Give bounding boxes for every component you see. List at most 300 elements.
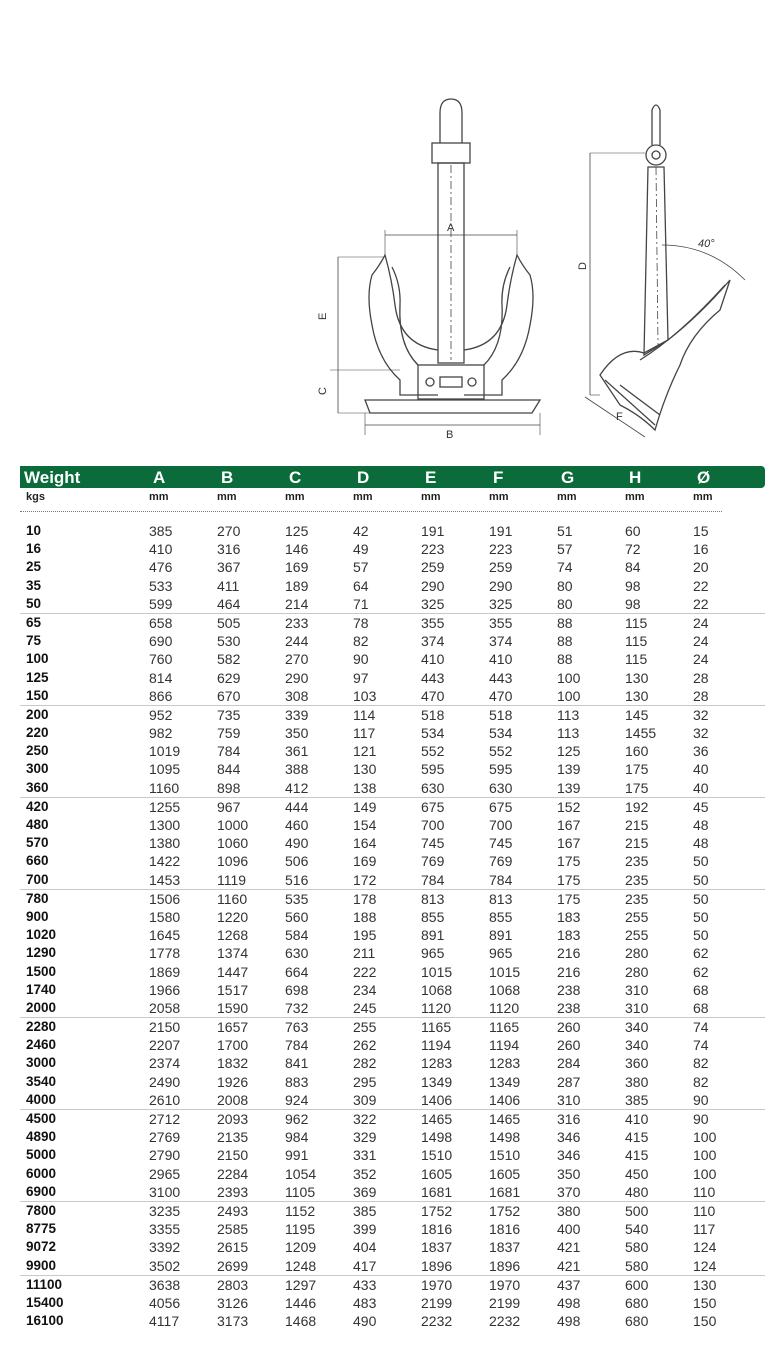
dim-label-a: A [447,222,455,234]
cell-h: 340 [625,1019,649,1036]
cell-a: 1160 [149,779,180,796]
cell-diameter: 68 [693,999,709,1016]
cell-weight: 420 [26,798,49,814]
cell-h: 235 [625,871,649,888]
cell-diameter: 130 [693,1276,717,1293]
table-row [20,889,765,908]
cell-f: 191 [489,523,513,539]
cell-weight: 6000 [26,1165,57,1181]
cell-f: 443 [489,669,513,686]
cell-diameter: 32 [693,725,709,742]
cell-d: 331 [353,1147,377,1164]
cell-c: 984 [285,1129,309,1146]
cell-weight: 10 [26,523,42,538]
cell-d: 211 [353,945,376,962]
cell-f: 630 [489,779,513,796]
cell-d: 245 [353,999,377,1016]
cell-c: 460 [285,817,309,833]
cell-c: 270 [285,651,309,668]
cell-e: 443 [421,669,445,686]
cell-b: 898 [217,779,241,796]
cell-weight: 250 [26,743,49,759]
cell-f: 2199 [489,1294,521,1311]
table-row [20,999,765,1017]
col-header-d: D [357,468,370,487]
cell-f: 259 [489,559,513,576]
table-row [20,687,765,705]
cell-g: 88 [557,614,573,631]
cell-d: 138 [353,779,377,796]
cell-a: 814 [149,669,173,686]
cell-h: 130 [625,687,649,704]
table-row [20,760,765,778]
cell-g: 421 [557,1239,581,1256]
cell-d: 82 [353,633,369,650]
cell-d: 417 [353,1257,377,1274]
cell-diameter: 48 [693,817,709,833]
cell-diameter: 24 [693,633,709,650]
cell-a: 2490 [149,1073,181,1090]
cell-h: 380 [625,1073,649,1090]
cell-b: 2585 [217,1221,249,1238]
cell-g: 51 [557,523,573,539]
table-row [20,779,765,797]
cell-c: 841 [285,1055,309,1072]
cell-h: 385 [625,1091,649,1108]
cell-weight: 25 [26,559,42,575]
cell-weight: 9072 [26,1239,57,1255]
cell-c: 784 [285,1037,309,1054]
cell-a: 2374 [149,1055,181,1072]
cell-diameter: 117 [693,1221,716,1238]
cell-g: 100 [557,687,581,704]
cell-e: 1349 [421,1073,453,1090]
cell-a: 2058 [149,999,181,1016]
cell-b: 1160 [217,890,248,907]
cell-f: 891 [489,927,513,944]
table-row [20,834,765,852]
cell-weight: 5000 [26,1147,57,1163]
cell-c: 924 [285,1091,309,1108]
cell-g: 421 [557,1257,581,1274]
cell-f: 223 [489,541,513,558]
cell-a: 476 [149,559,173,576]
cell-b: 2699 [217,1257,249,1274]
cell-d: 169 [353,853,377,870]
cell-d: 404 [353,1239,377,1256]
cell-diameter: 74 [693,1019,709,1036]
cell-b: 670 [217,687,241,704]
cell-e: 1681 [421,1183,453,1200]
side-shackle [652,105,660,145]
cell-a: 385 [149,523,173,539]
cell-b: 967 [217,798,241,815]
cell-h: 255 [625,927,649,944]
cell-a: 410 [149,541,173,558]
cell-d: 262 [353,1037,377,1054]
table-row [20,926,765,944]
cell-f: 410 [489,651,513,668]
cell-d: 78 [353,614,369,631]
table-row [20,1036,765,1054]
cell-e: 1406 [421,1091,453,1108]
cell-b: 411 [217,577,240,594]
cell-f: 769 [489,853,513,870]
cell-b: 582 [217,651,241,668]
cell-c: 1468 [285,1313,317,1330]
cell-a: 599 [149,595,173,612]
table-row [20,595,765,613]
cell-g: 57 [557,541,573,558]
cell-d: 490 [353,1313,377,1330]
cell-g: 139 [557,779,581,796]
cell-f: 813 [489,890,513,907]
cell-a: 1506 [149,890,181,907]
cell-f: 1120 [489,999,520,1016]
cell-h: 115 [625,651,648,668]
cell-g: 260 [557,1019,581,1036]
cell-b: 2284 [217,1165,249,1182]
cell-a: 658 [149,614,173,631]
cell-e: 1465 [421,1111,453,1127]
cell-h: 175 [625,761,649,778]
table-row [20,944,765,962]
table-row [20,963,765,981]
cell-d: 121 [353,743,377,760]
cell-e: 675 [421,798,445,815]
cell-h: 145 [625,706,649,723]
cell-h: 60 [625,523,641,539]
cell-c: 560 [285,908,309,925]
cell-diameter: 62 [693,963,709,980]
col-header-b: B [221,468,234,487]
cell-diameter: 45 [693,798,709,815]
front-base-plate [365,400,540,413]
cell-a: 1019 [149,743,181,760]
cell-c: 189 [285,577,309,594]
cell-diameter: 82 [693,1055,709,1072]
cell-d: 322 [353,1111,377,1127]
cell-e: 1605 [421,1165,453,1182]
cell-d: 114 [353,706,376,723]
cell-d: 295 [353,1073,377,1090]
cell-h: 280 [625,945,649,962]
cell-e: 784 [421,871,445,888]
cell-h: 540 [625,1221,649,1238]
cell-a: 2790 [149,1147,181,1164]
cell-weight: 125 [26,669,49,685]
cell-b: 784 [217,743,241,760]
cell-a: 533 [149,577,173,594]
front-right-fluke [464,255,533,395]
table-row [20,742,765,760]
cell-diameter: 50 [693,871,709,888]
cell-f: 745 [489,835,513,852]
cell-weight: 75 [26,633,42,649]
cell-b: 1000 [217,817,249,833]
cell-c: 146 [285,541,309,558]
cell-diameter: 110 [693,1183,716,1200]
front-left-fluke [369,255,438,395]
cell-diameter: 22 [693,595,709,612]
unit-g: mm [557,491,577,503]
cell-h: 415 [625,1129,649,1146]
cell-f: 518 [489,706,513,723]
cell-weight: 900 [26,908,49,924]
cell-diameter: 50 [693,908,709,925]
units-row [20,491,765,507]
cell-c: 1195 [285,1221,316,1238]
table-row [20,558,765,576]
cell-diameter: 32 [693,706,709,723]
cell-a: 2207 [149,1037,181,1054]
cell-e: 290 [421,577,445,594]
cell-e: 191 [421,523,445,539]
cell-b: 1060 [217,835,249,852]
cell-b: 2393 [217,1183,249,1200]
cell-e: 1015 [421,963,453,980]
cell-b: 1268 [217,927,249,944]
cell-e: 891 [421,927,445,944]
cell-d: 97 [353,669,369,686]
col-header-diameter: Ø [697,468,711,487]
cell-a: 4056 [149,1294,181,1311]
cell-f: 1283 [489,1055,521,1072]
cell-b: 2803 [217,1276,249,1293]
cell-weight: 11100 [26,1276,63,1292]
cell-d: 178 [353,890,377,907]
cell-weight: 660 [26,853,49,869]
table-row [20,613,765,632]
cell-weight: 2280 [26,1019,57,1035]
cell-e: 1970 [421,1276,453,1293]
cell-d: 255 [353,1019,377,1036]
cell-h: 215 [625,817,649,833]
cell-h: 1455 [625,725,657,742]
cell-weight: 780 [26,890,49,906]
cell-e: 1896 [421,1257,453,1274]
side-fluke [600,280,730,430]
cell-f: 290 [489,577,513,594]
table-row [20,852,765,870]
table-header [20,466,765,488]
cell-c: 125 [285,523,309,539]
cell-diameter: 100 [693,1129,717,1146]
cell-b: 316 [217,541,241,558]
table-row [20,797,765,816]
cell-f: 784 [489,871,513,888]
cell-h: 98 [625,595,641,612]
dim-label-angle: 40° [698,238,715,250]
cell-a: 1966 [149,981,181,998]
cell-diameter: 36 [693,743,709,760]
cell-e: 552 [421,743,445,760]
cell-diameter: 24 [693,651,709,668]
col-header-weight: Weight [24,468,81,487]
cell-g: 113 [557,725,580,742]
cell-a: 2150 [149,1019,181,1036]
cell-h: 115 [625,614,648,631]
cell-c: 584 [285,927,309,944]
unit-e: mm [421,491,441,503]
cell-g: 498 [557,1313,581,1330]
cell-f: 1605 [489,1165,521,1182]
cell-d: 154 [353,817,377,833]
cell-diameter: 124 [693,1257,717,1274]
table-row [20,1109,765,1128]
cell-h: 415 [625,1147,649,1164]
cell-f: 1837 [489,1239,521,1256]
cell-c: 1054 [285,1165,317,1182]
cell-c: 516 [285,871,309,888]
cell-h: 340 [625,1037,649,1054]
cell-b: 270 [217,523,241,539]
cell-b: 505 [217,614,241,631]
cell-b: 1220 [217,908,249,925]
table-row [20,1294,765,1312]
cell-f: 700 [489,817,513,833]
cell-h: 215 [625,835,649,852]
cell-e: 259 [421,559,445,576]
cell-diameter: 124 [693,1239,717,1256]
dim-label-b: B [446,429,454,441]
cell-f: 552 [489,743,513,760]
header-divider [20,511,722,512]
cell-weight: 700 [26,871,49,887]
cell-c: 490 [285,835,309,852]
cell-g: 152 [557,798,581,815]
table-row [20,1220,765,1238]
cell-d: 64 [353,577,369,594]
cell-f: 325 [489,595,513,612]
cell-c: 883 [285,1073,309,1090]
cell-e: 223 [421,541,445,558]
cell-a: 982 [149,725,173,742]
cell-d: 42 [353,523,369,539]
cell-c: 763 [285,1019,309,1036]
cell-c: 732 [285,999,309,1016]
cell-f: 1015 [489,963,521,980]
cell-b: 3173 [217,1313,249,1330]
cell-diameter: 100 [693,1147,717,1164]
cell-a: 690 [149,633,173,650]
cell-h: 192 [625,798,649,815]
cell-e: 1498 [421,1129,453,1146]
cell-h: 115 [625,633,648,650]
cell-f: 1681 [489,1183,521,1200]
cell-a: 1095 [149,761,181,778]
cell-weight: 360 [26,779,49,795]
cell-e: 1837 [421,1239,453,1256]
cell-b: 1926 [217,1073,249,1090]
cell-diameter: 40 [693,779,709,796]
cell-d: 385 [353,1202,377,1219]
cell-d: 234 [353,981,377,998]
table-row [20,705,765,724]
cell-weight: 9900 [26,1257,57,1273]
table-body [20,522,765,1330]
cell-g: 167 [557,835,581,852]
table-row [20,871,765,889]
cell-f: 470 [489,687,513,704]
cell-g: 216 [557,963,581,980]
table-row [20,816,765,834]
unit-weight: kgs [26,491,45,503]
cell-diameter: 62 [693,945,709,962]
cell-f: 1068 [489,981,521,998]
cell-c: 361 [285,743,309,760]
cell-f: 675 [489,798,513,815]
cell-f: 1896 [489,1257,521,1274]
cell-b: 367 [217,559,241,576]
cell-h: 600 [625,1276,649,1293]
cell-weight: 7800 [26,1202,57,1218]
cell-f: 1165 [489,1019,520,1036]
cell-h: 580 [625,1239,649,1256]
cell-c: 1209 [285,1239,317,1256]
cell-diameter: 40 [693,761,709,778]
cell-h: 130 [625,669,649,686]
cell-e: 595 [421,761,445,778]
cell-a: 3100 [149,1183,181,1200]
cell-diameter: 110 [693,1202,716,1219]
cell-diameter: 68 [693,981,709,998]
cell-weight: 65 [26,614,42,630]
cell-weight: 4000 [26,1091,57,1107]
cell-e: 1752 [421,1202,453,1219]
cell-d: 369 [353,1183,377,1200]
cell-weight: 16100 [26,1313,64,1329]
cell-weight: 100 [26,651,49,667]
cell-b: 1832 [217,1055,249,1072]
cell-h: 500 [625,1202,649,1219]
cell-f: 374 [489,633,513,650]
cell-e: 534 [421,725,445,742]
table-row [20,1165,765,1183]
cell-g: 88 [557,633,573,650]
cell-e: 1120 [421,999,452,1016]
cell-b: 2493 [217,1202,249,1219]
cell-c: 1105 [285,1183,316,1200]
cell-b: 2135 [217,1129,249,1146]
cell-diameter: 150 [693,1294,717,1311]
cell-d: 49 [353,541,369,558]
table-row [20,1275,765,1294]
cell-diameter: 90 [693,1111,709,1127]
cell-weight: 8775 [26,1221,57,1237]
cell-a: 1645 [149,927,181,944]
cell-weight: 6900 [26,1183,57,1199]
cell-b: 1447 [217,963,249,980]
cell-f: 1194 [489,1037,520,1054]
cell-a: 2610 [149,1091,181,1108]
cell-d: 103 [353,687,377,704]
cell-a: 3392 [149,1239,181,1256]
cell-e: 2199 [421,1294,453,1311]
cell-h: 280 [625,963,649,980]
cell-f: 595 [489,761,513,778]
dim-label-e: E [317,312,329,320]
cell-d: 188 [353,908,377,925]
cell-g: 370 [557,1183,581,1200]
cell-a: 952 [149,706,173,723]
cell-diameter: 16 [693,541,709,558]
cell-h: 255 [625,908,649,925]
cell-c: 244 [285,633,309,650]
cell-g: 175 [557,853,581,870]
side-angle-arc [662,245,745,280]
cell-d: 149 [353,798,377,815]
